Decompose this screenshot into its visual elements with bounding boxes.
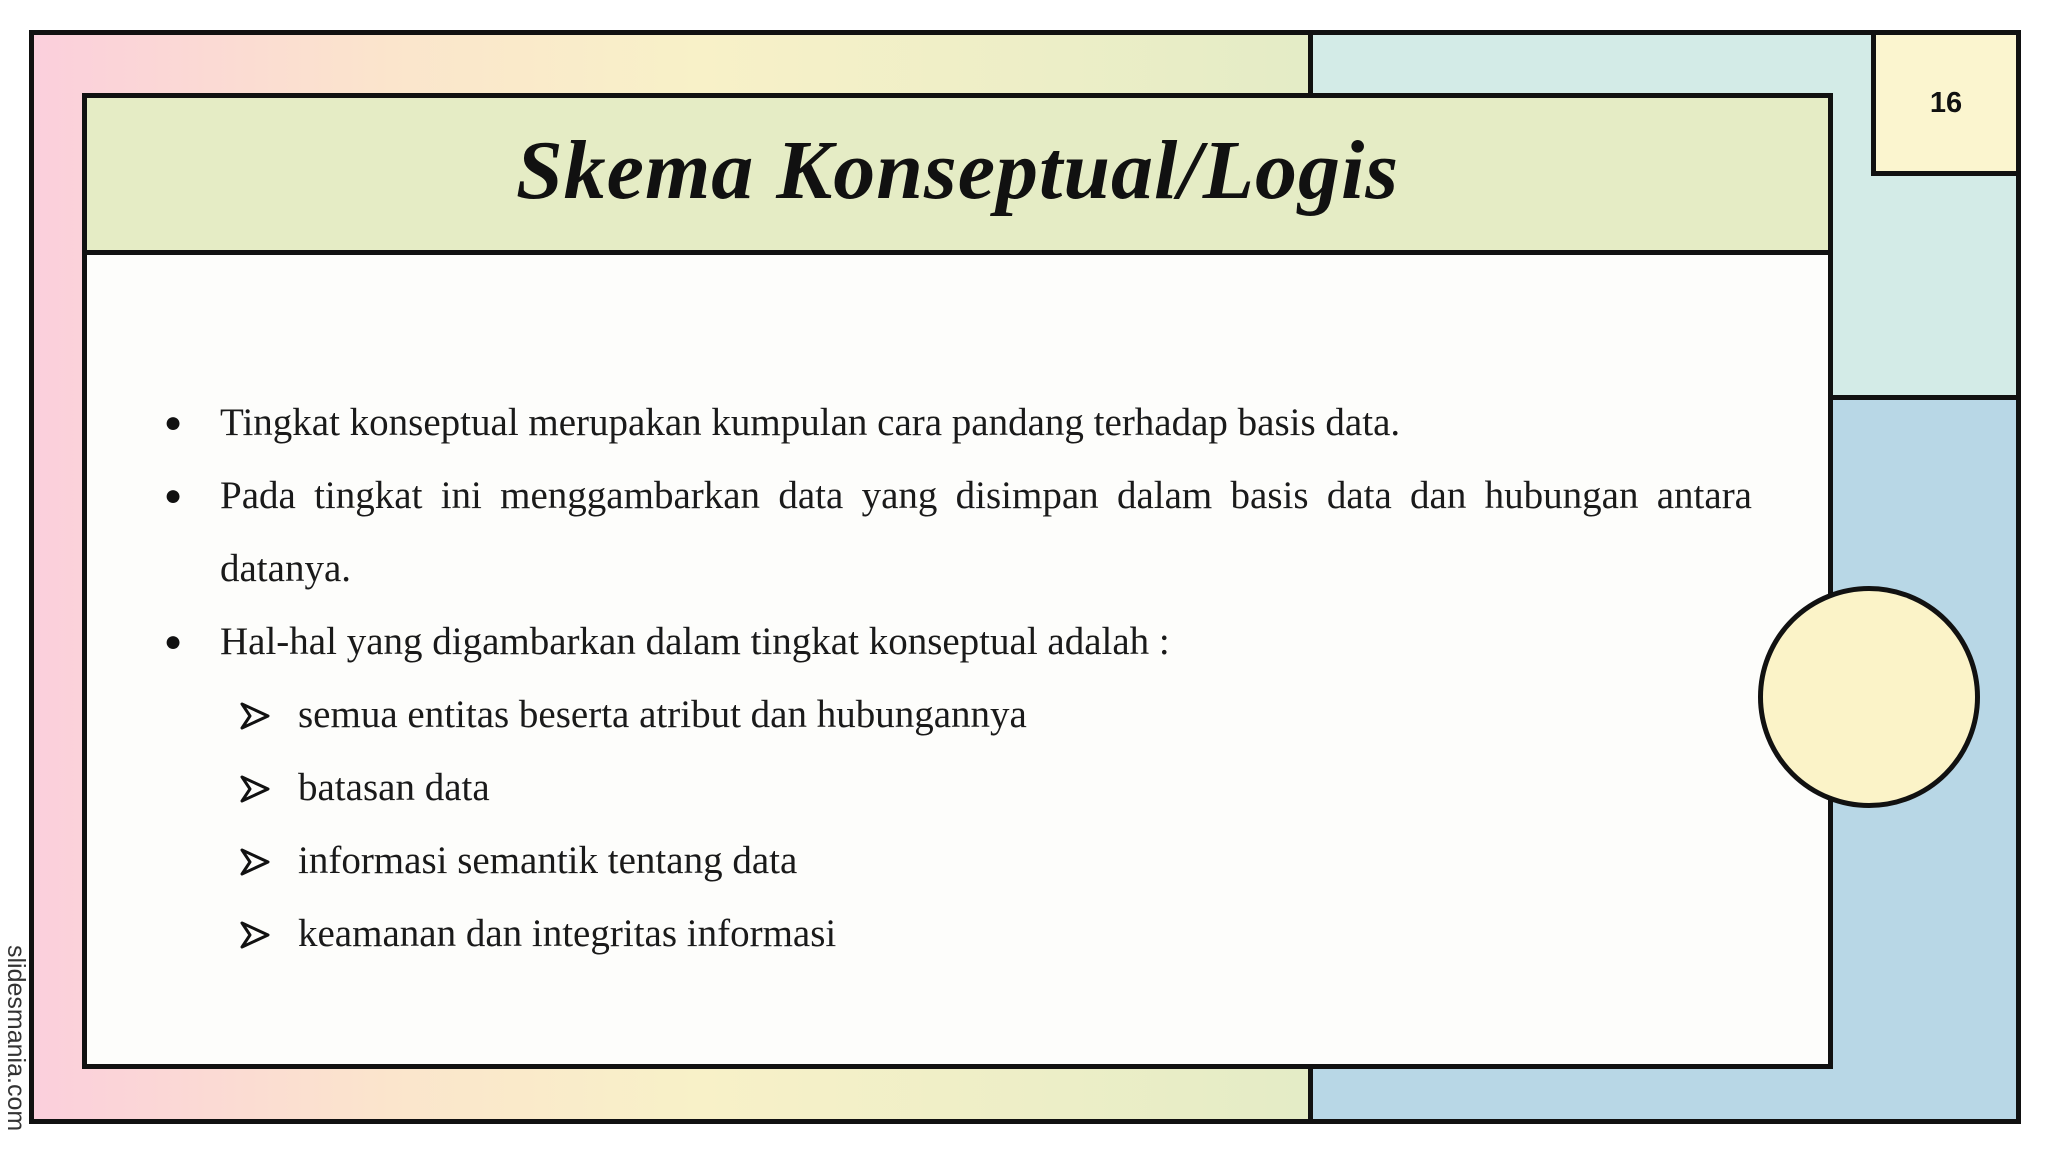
- arrow-right-icon: [240, 702, 270, 730]
- watermark-text: slidesmania.com: [2, 945, 30, 1132]
- bullet-text: Hal-hal yang digambarkan dalam tingkat konseptual adalah :: [220, 620, 1170, 663]
- bullet-item: [162, 605, 1752, 678]
- sub-bullet-item: [162, 897, 1752, 970]
- page-number: 16: [1929, 86, 1963, 119]
- bullet-text: Pada tingkat ini menggambarkan data yang disimpan dalam basis data dan hubungan antara datanya.: [220, 474, 1752, 590]
- arrow-right-icon: [240, 775, 270, 803]
- arrow-right-icon: [240, 848, 270, 876]
- watermark: [2, 945, 32, 1145]
- bullet-dot-icon: ●: [164, 406, 183, 439]
- sub-bullet-item: [162, 751, 1752, 824]
- bullet-dot-icon: ●: [164, 479, 183, 512]
- content-card: [82, 93, 1833, 1069]
- arrow-right-icon: [240, 921, 270, 949]
- bullet-text: Tingkat konseptual merupakan kumpulan cara pandang terhadap basis data.: [220, 401, 1401, 444]
- slide-title: Skema Konseptual/Logis: [515, 123, 1400, 217]
- bullet-item: [162, 459, 1752, 605]
- sub-bullet-item: [162, 824, 1752, 897]
- bullet-item: [162, 386, 1752, 459]
- sub-bullet-item: [162, 678, 1752, 751]
- bullet-list: [162, 386, 1752, 678]
- title-bar: [87, 98, 1828, 255]
- page-number-box: [1871, 30, 2021, 176]
- sub-bullet-text: informasi semantik tentang data: [298, 839, 798, 882]
- sub-bullet-text: semua entitas beserta atribut dan hubungannya: [298, 693, 1027, 736]
- sub-bullet-text: batasan data: [298, 766, 490, 809]
- decorative-circle: [1758, 586, 1980, 808]
- bullet-dot-icon: ●: [164, 625, 183, 658]
- slide-content: [162, 386, 1752, 970]
- sub-bullet-text: keamanan dan integritas informasi: [298, 912, 837, 955]
- sub-bullet-list: [162, 678, 1752, 970]
